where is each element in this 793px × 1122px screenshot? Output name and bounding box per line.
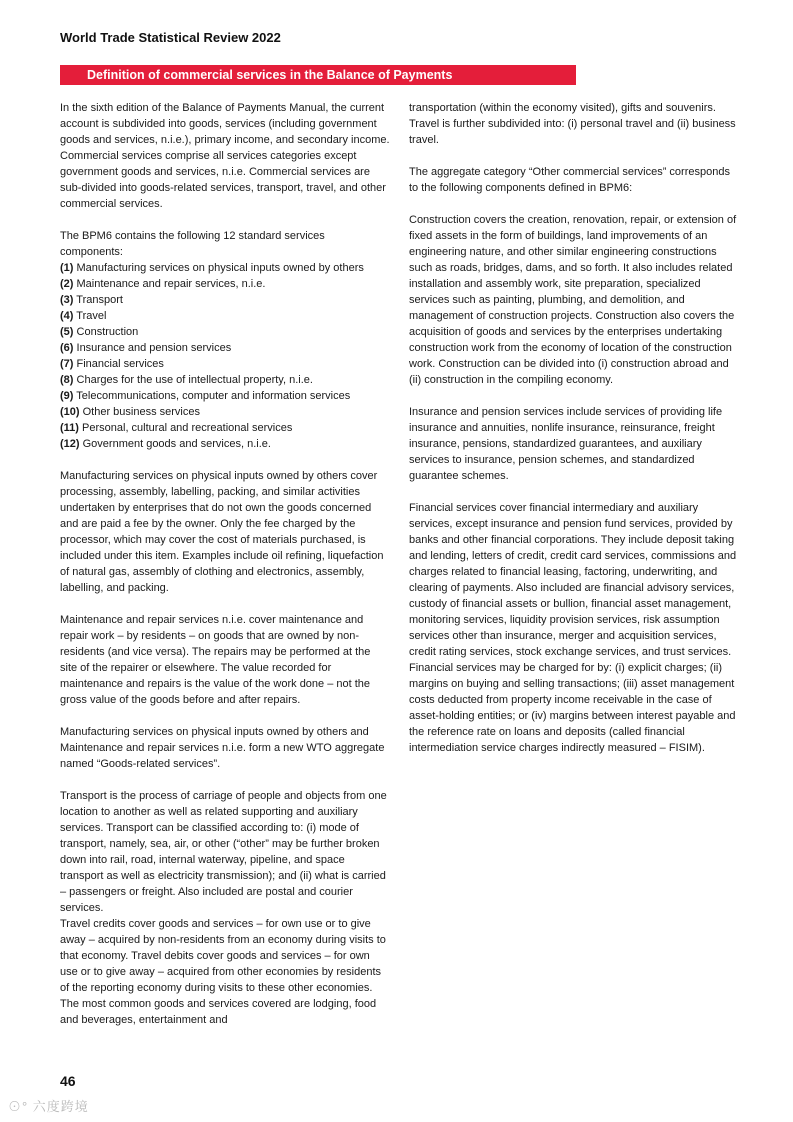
list-item: (9) Telecommunications, computer and information services bbox=[60, 390, 351, 402]
page-number: 46 bbox=[60, 1073, 76, 1089]
manufacturing-paragraph: Manufacturing services on physical inputs owned by others cover processing, assembly, labelling, packing, and similar activities undertaken by enterprises that do not own the goods concerned and are paid a fee by the owner. Only the fee charged by the processor, which may cover the cost of materials purchased, is included under this item. Examples include oil refining, liquefaction of natural gas, assembly of clothing and electronics, assembly, labelling, and packing. bbox=[60, 470, 384, 594]
list-item: (1) Manufacturing services on physical inputs owned by others bbox=[60, 262, 364, 274]
list-item: (3) Transport bbox=[60, 294, 123, 306]
list-item: (8) Charges for the use of intellectual property, n.i.e. bbox=[60, 374, 313, 386]
goods-related-paragraph: Manufacturing services on physical inputs owned by others and Maintenance and repair services n.i.e. form a new WTO aggregate named “Goods-related services”. bbox=[60, 726, 385, 770]
list-item: (7) Financial services bbox=[60, 358, 164, 370]
travel-paragraph: Travel credits cover goods and services – for own use or to give away – acquired by non-residents from an economy during visits to that economy. Travel debits cover goods and services – for own use or to give away – acquired from other economies by residents of the reporting economy during visits to these other economies. The most common goods and services covered are lodging, food and beverages, entertainment and bbox=[60, 918, 386, 1026]
list-item: (12) Government goods and services, n.i.e. bbox=[60, 438, 271, 450]
publication-title: World Trade Statistical Review 2022 bbox=[60, 30, 281, 45]
list-item: (2) Maintenance and repair services, n.i.e. bbox=[60, 278, 266, 290]
list-item: (5) Construction bbox=[60, 326, 139, 338]
construction-paragraph: Construction covers the creation, renovation, repair, or extension of fixed assets in the form of buildings, land improvements of an engineering nature, and other similar engineering constructions such as roads, bridges, dams, and so forth. It also includes related installation and assembly work, site preparation, specialized services such as painting, plumbing, and demolition, and management of construction projects. Construction also covers the acquisition of goods and services by the enterprises undertaking construction work from the economy of location of the construction work. Construction can be divided into (i) construction abroad and (ii) construction in the compiling economy. bbox=[409, 214, 737, 386]
intro-paragraph: In the sixth edition of the Balance of Payments Manual, the current account is subdivided into goods, services (including government goods and services, n.i.e.), primary income, and secondary income. Commercial services comprise all services categories except government goods and services, n.i.e. Commercial services are sub-divided into goods-related services, transport, travel, and other commercial services. bbox=[60, 102, 390, 210]
maintenance-paragraph: Maintenance and repair services n.i.e. cover maintenance and repair work – by residents – on goods that are owned by non-residents (and vice versa). The repairs may be performed at the site of the repairer or elsewhere. The value recorded for maintenance and repairs is the value of the work done – not the gross value of the goods before and after repairs. bbox=[60, 614, 371, 706]
components-list bbox=[60, 260, 390, 452]
list-item: (11) Personal, cultural and recreational services bbox=[60, 422, 293, 434]
section-banner: Definition of commercial services in the Balance of Payments bbox=[60, 65, 576, 85]
insurance-paragraph: Insurance and pension services include services of providing life insurance and annuities, nonlife insurance, reinsurance, freight insurance, pensions, standardized guarantees, and auxiliary services to insurance, pension schemes, and standardized guarantee schemes. bbox=[409, 406, 723, 482]
list-item: (4) Travel bbox=[60, 310, 107, 322]
components-intro: The BPM6 contains the following 12 standard services components: bbox=[60, 230, 325, 258]
travel-continued-paragraph: transportation (within the economy visited), gifts and souvenirs. Travel is further subdivided into: (i) personal travel and (ii) business travel. bbox=[409, 102, 736, 146]
financial-paragraph: Financial services cover financial intermediary and auxiliary services, except insurance and pension fund services, provided by banks and other financial corporations. They include deposit taking and lending, letters of credit, credit card services, commissions and charges related to financial leasing, factoring, underwriting, and clearing of payments. Also included are financial advisory services, custody of financial assets or bullion, financial asset management, monitoring services, liquidity provision services, risk assumption services other than insurance, merger and acquisition services, credit rating services, stock exchange services, and trust services. Financial services may be charged for by: (i) explicit charges; (ii) margins on buying and selling transactions; (iii) asset management costs deducted from property income receivable in the case of asset-holding entities; or (iv) margins between interest payable and the reference rate on loans and deposits (called financial intermediation service charges indirectly measured – FISIM). bbox=[409, 502, 737, 754]
list-item: (10) Other business services bbox=[60, 406, 200, 418]
right-column bbox=[409, 100, 739, 772]
transport-paragraph: Transport is the process of carriage of people and objects from one location to another as well as related supporting and auxiliary services. Transport can be classified according to: (i) mode of transport, namely, sea, air, or other (“other” may be further broken down into rail, road, internal waterway, pipeline, and space transport as well as electricity transmission); and (ii) what is carried – passengers or freight. Also included are postal and courier services. bbox=[60, 790, 387, 914]
watermark-logo: ⊙° 六度跨境 bbox=[8, 1099, 89, 1114]
left-column bbox=[60, 100, 390, 1028]
other-commercial-paragraph: The aggregate category “Other commercial services” corresponds to the following components defined in BPM6: bbox=[409, 166, 730, 194]
list-item: (6) Insurance and pension services bbox=[60, 342, 232, 354]
